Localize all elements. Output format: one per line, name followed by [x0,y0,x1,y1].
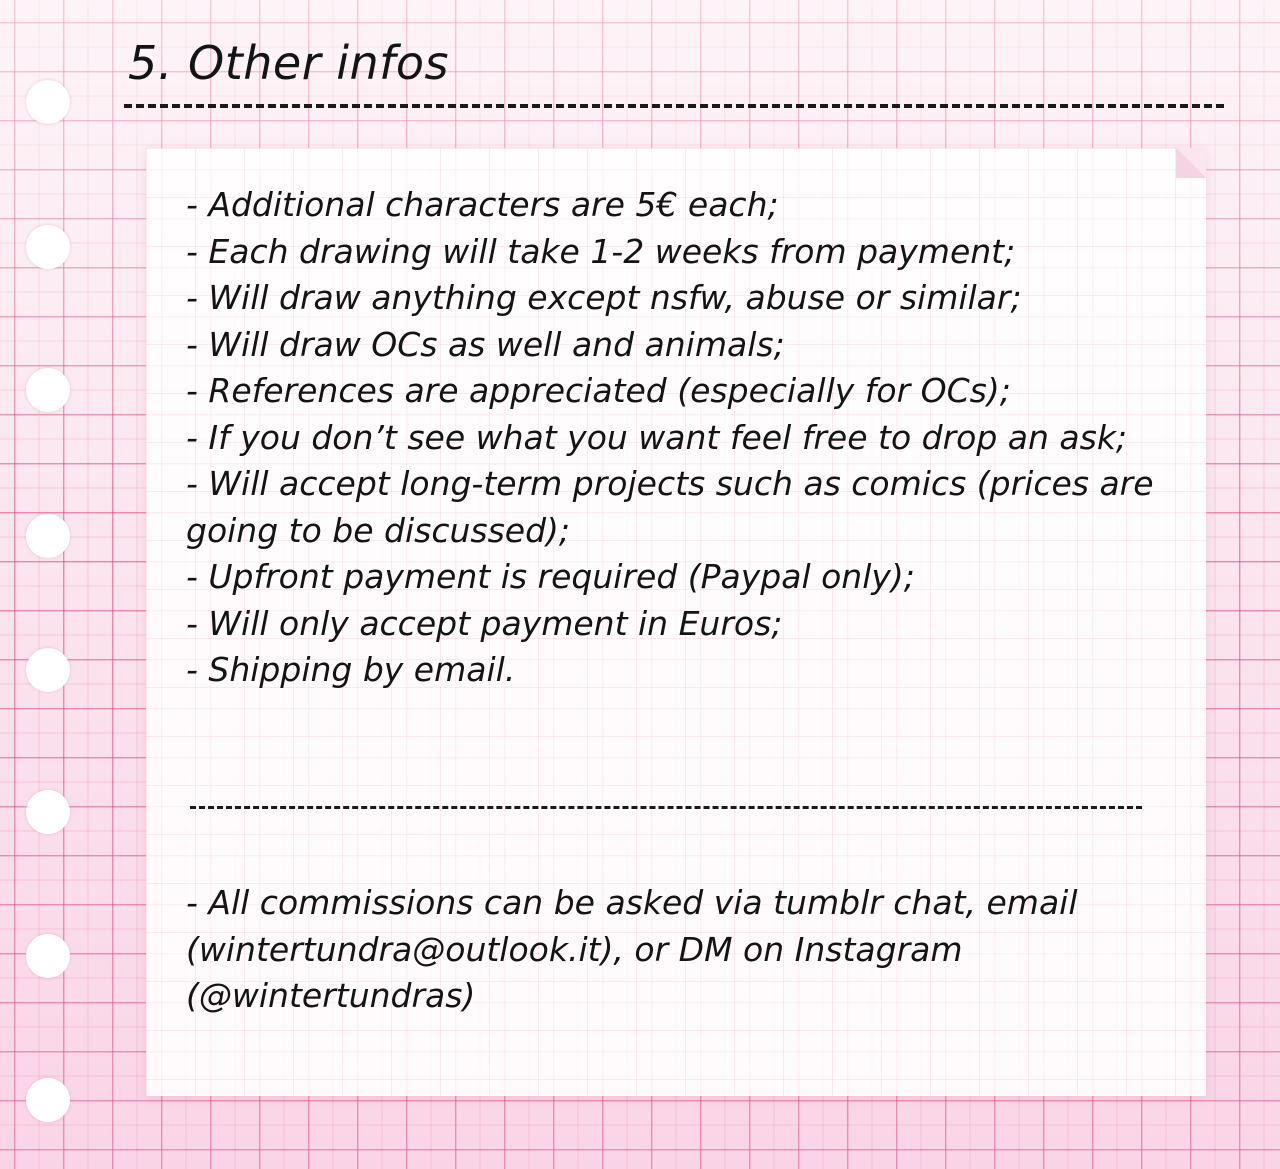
binder-hole [26,790,70,834]
list-item: - Additional characters are 5€ each; [186,185,779,224]
list-item: - If you don’t see what you want feel free to drop an ask; [186,417,1128,457]
title-dashed-divider [124,104,1224,108]
list-item: - Will only accept payment in Euros; [186,603,783,643]
dashed-divider [190,806,1142,809]
contact-info: - All commissions can be asked via tumblr chat, email (wintertundra@outlook.it), or DM on Instagram (@wintertundras) [186,883,1078,1015]
list-item: - Upfront payment is required (Paypal only); [186,557,915,596]
list-item: - Shipping by email. [186,650,516,689]
corner-fold [1176,148,1206,178]
binder-hole [26,514,70,558]
binder-hole [26,368,70,412]
binder-hole [26,1078,70,1122]
list-item: - Will draw anything except nsfw, abuse or similar; [186,278,1022,317]
list-item: - References are appreciated (especially for OCs); [186,371,1011,410]
list-item: - Each drawing will take 1-2 weeks from payment; [186,231,1016,271]
info-card [146,148,1206,1096]
list-item: - Will accept long-term projects such as comics (prices are going to be discussed); [186,464,1154,550]
info-list [186,182,1176,694]
binder-hole [26,225,70,269]
binder-hole [26,80,70,124]
list-item: - Will draw OCs as well and animals; [186,324,785,364]
binder-hole [26,934,70,978]
binder-hole [26,648,70,692]
page-title: 5. Other infos [128,36,449,90]
